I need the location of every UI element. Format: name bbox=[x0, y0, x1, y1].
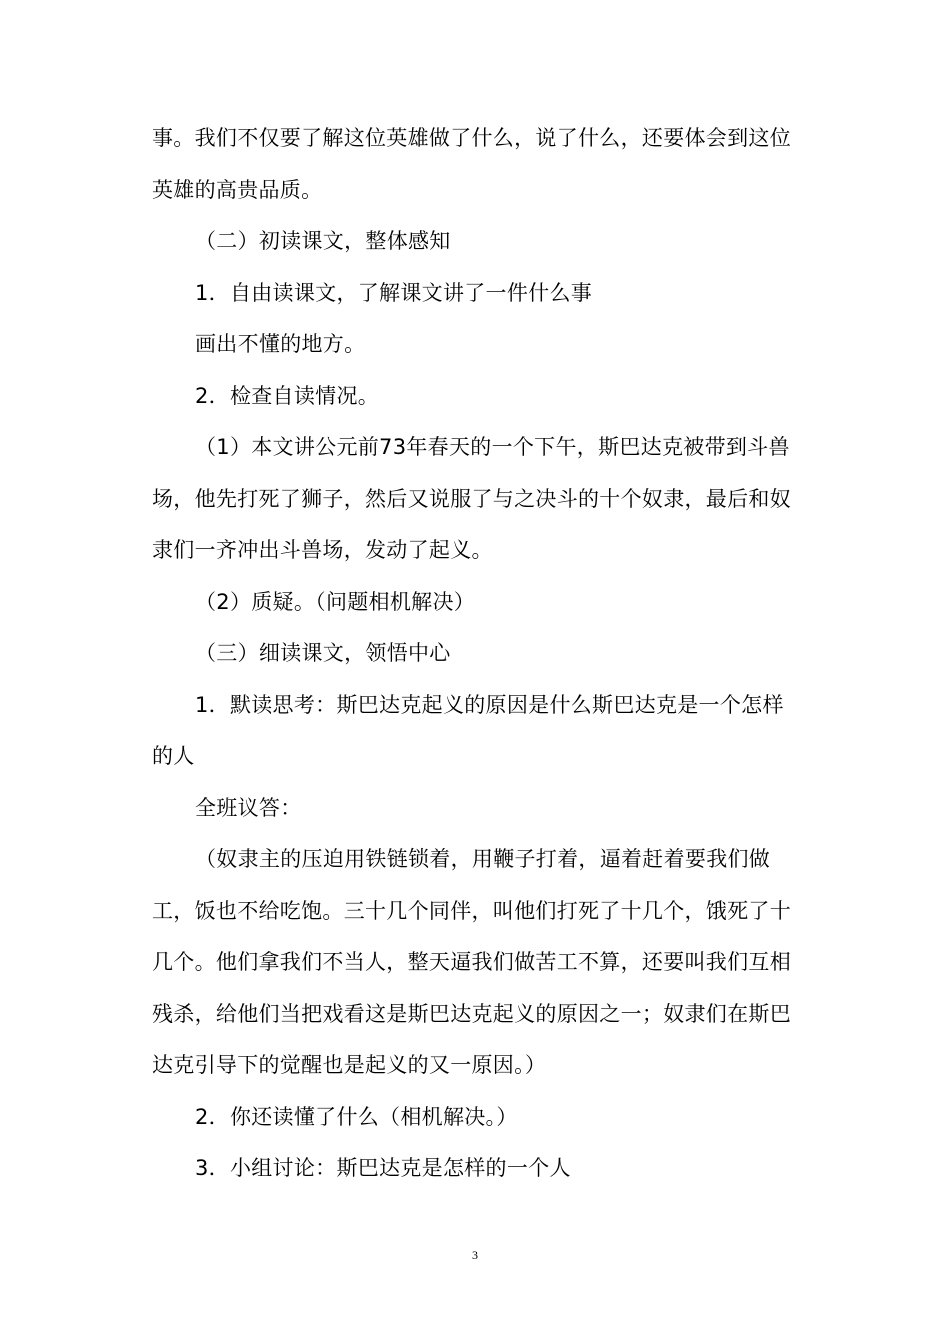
paragraph-continuation: 事。我们不仅要了解这位英雄做了什么，说了什么，还要体会到这位英雄的高贵品质。 bbox=[152, 126, 791, 202]
step-1-mark-unknown: 画出不懂的地方。 bbox=[195, 332, 366, 356]
item-2-questions: （2）质疑。（问题相机解决） bbox=[195, 589, 476, 614]
page-number: 3 bbox=[472, 1248, 478, 1262]
class-discussion-label: 全班议答： bbox=[195, 795, 302, 820]
step-2-understanding: 2．你还读懂了什么（相机解决。） bbox=[195, 1104, 518, 1129]
section-heading-2: （二）初读课文，整体感知 bbox=[195, 229, 451, 253]
step-2-check-reading: 2．检查自读情况。 bbox=[195, 383, 380, 408]
document-body bbox=[152, 113, 802, 1195]
step-1-silent-reading: 1．默读思考：斯巴达克起义的原因是什么斯巴达克是一个怎样的人 bbox=[152, 692, 784, 768]
section-heading-3: （三）细读课文，领悟中心 bbox=[195, 641, 451, 665]
step-3-group-discussion: 3．小组讨论：斯巴达克是怎样的一个人 bbox=[195, 1156, 571, 1180]
step-1-free-reading: 1．自由读课文，了解课文讲了一件什么事 bbox=[195, 280, 593, 305]
discussion-answer: （奴隶主的压迫用铁链锁着，用鞭子打着，逼着赶着要我们做工，饭也不给吃饱。三十几个同伴，叫他们打死了十几个，饿死了十几个。他们拿我们不当人，整天逼我们做苦工不算，还要叫我们互相残杀，给他们当把戏看这是斯巴达克起义的原因之一；奴隶们在斯巴达克引导下的觉醒也是起义的又一原因。） bbox=[152, 847, 791, 1077]
item-1-summary: （1）本文讲公元前73年春天的一个下午，斯巴达克被带到斗兽场，他先打死了狮子，然后又说服了与之决斗的十个奴隶，最后和奴隶们一齐冲出斗兽场，发动了起义。 bbox=[152, 435, 791, 562]
